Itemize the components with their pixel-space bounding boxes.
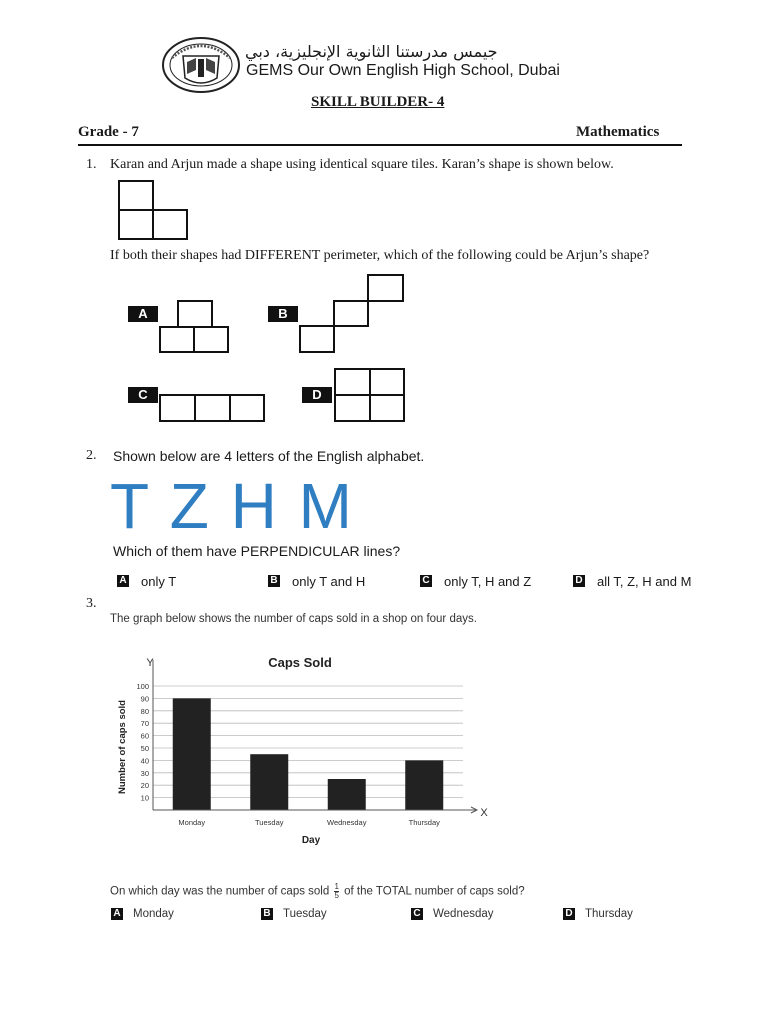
option-a-badge: A	[128, 306, 158, 322]
alphabet-letters: T Z H M	[110, 470, 354, 542]
bar-thursday	[405, 760, 443, 810]
chart-title: Caps Sold	[268, 655, 332, 670]
x-tick-label: Tuesday	[255, 818, 284, 827]
q2-option-a-badge: A	[117, 575, 129, 587]
fraction-numerator: 1	[334, 882, 339, 891]
y-axis-letter: Y	[146, 657, 154, 669]
shape-option-a[interactable]	[159, 300, 231, 353]
q1-text: Karan and Arjun made a shape using identical square tiles. Karan’s shape is shown below.	[110, 157, 614, 172]
grade-label: Grade - 7	[78, 124, 139, 140]
school-name-arabic: جيمس مدرستنا الثانوية الإنجليزية، دبي	[245, 42, 498, 61]
fraction	[334, 883, 338, 900]
y-tick-label: 50	[140, 744, 149, 753]
q2-option-b-text: only T and H	[292, 573, 366, 589]
q2-option-a[interactable]	[117, 572, 176, 590]
header-divider	[78, 144, 682, 146]
y-tick-label: 80	[140, 706, 149, 716]
y-tick-label: 70	[140, 719, 149, 729]
q3-number: 3.	[86, 596, 97, 611]
y-axis-label: Number of caps sold	[117, 700, 128, 794]
caps-sold-chart	[100, 650, 500, 850]
q3-option-d[interactable]	[563, 905, 633, 923]
q3-question-post: of the TOTAL number of caps sold?	[344, 885, 525, 898]
q2-text: Shown below are 4 letters of the English alphabet.	[113, 448, 425, 464]
y-tick-label: 100	[136, 682, 149, 691]
q2-option-c-badge: C	[420, 575, 432, 587]
q3-option-c[interactable]	[411, 905, 494, 923]
bar-monday	[173, 698, 211, 810]
q3-question-pre: On which day was the number of caps sold	[110, 885, 330, 898]
q3-option-b-text: Tuesday	[283, 908, 327, 921]
q3-option-b[interactable]	[261, 905, 327, 923]
q2-question: Which of them have PERPENDICULAR lines?	[113, 543, 401, 559]
q2-option-d-text: all T, Z, H and M	[597, 573, 692, 589]
y-tick-label: 10	[140, 793, 149, 803]
q2-option-b-badge: B	[268, 575, 280, 587]
y-tick-label: 60	[140, 731, 149, 741]
y-tick-label: 20	[140, 781, 149, 791]
bar-wednesday	[328, 779, 366, 810]
q3-option-d-badge: D	[563, 908, 575, 920]
shape-option-b[interactable]	[299, 274, 404, 353]
school-logo	[160, 36, 242, 94]
school-name-english: GEMS Our Own English High School, Dubai	[246, 62, 560, 79]
q2-option-c-text: only T, H and Z	[444, 573, 532, 589]
q3-text: The graph below shows the number of caps sold in a shop on four days.	[110, 613, 477, 625]
karan-shape	[118, 180, 190, 240]
q2-option-d[interactable]	[573, 572, 691, 590]
q3-option-a-text: Monday	[133, 908, 174, 921]
q3-option-d-text: Thursday	[585, 908, 633, 921]
x-tick-label: Monday	[178, 818, 206, 827]
q2-option-c[interactable]	[420, 572, 531, 590]
q3-option-c-badge: C	[411, 908, 423, 920]
q1-question: If both their shapes had DIFFERENT perimeter, which of the following could be Arjun’s shape?	[110, 248, 650, 263]
page-title: SKILL BUILDER- 4	[311, 94, 445, 110]
q2-option-b[interactable]	[268, 572, 365, 590]
q2-option-d-badge: D	[573, 575, 585, 587]
q3-option-a-badge: A	[111, 908, 123, 920]
q2-number: 2.	[86, 448, 97, 463]
shape-option-c[interactable]	[159, 394, 265, 422]
shape-option-d[interactable]	[334, 368, 405, 422]
option-d-badge: D	[302, 387, 332, 403]
q1-number: 1.	[86, 157, 97, 172]
x-tick-label: Wednesday	[327, 818, 367, 827]
fraction-denominator: 5	[334, 891, 339, 900]
y-tick-label: 40	[140, 756, 149, 766]
q3-option-b-badge: B	[261, 908, 273, 920]
y-tick-label: 90	[140, 694, 149, 704]
y-tick-label: 30	[140, 768, 149, 778]
subject-label: Mathematics	[576, 124, 660, 140]
q3-question	[110, 883, 525, 900]
x-axis-label: Day	[301, 835, 321, 846]
option-c-badge: C	[128, 387, 158, 403]
option-b-badge: B	[268, 306, 298, 322]
q2-option-a-text: only T	[141, 573, 177, 589]
q3-option-c-text: Wednesday	[433, 908, 494, 921]
bar-tuesday	[250, 754, 288, 810]
q3-option-a[interactable]	[111, 905, 174, 923]
x-tick-label: Thursday	[408, 818, 440, 827]
x-axis-letter: X	[480, 807, 488, 819]
